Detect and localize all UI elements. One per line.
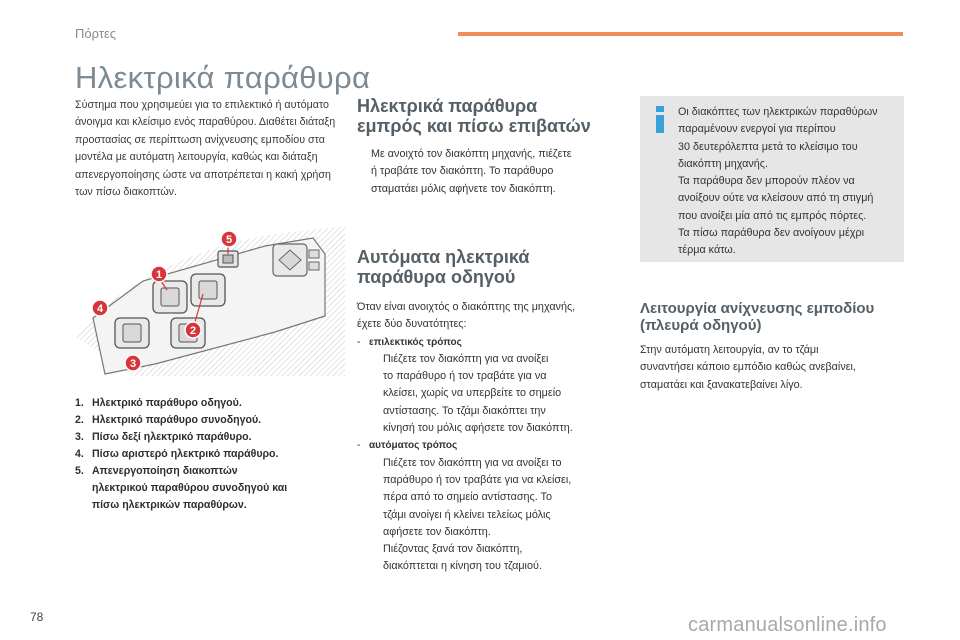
legend-item bbox=[75, 429, 355, 446]
title-line: Αυτόματα ηλεκτρικά bbox=[357, 247, 530, 267]
body-line: Όταν είναι ανοιχτός ο διακόπτης της μηχανής, bbox=[357, 301, 576, 313]
bullet-line: Πιέζετε τον διακόπτη για να ανοίξει το bbox=[383, 456, 562, 469]
info-line: Οι διακόπτες των ηλεκτρικών παραθύρων bbox=[678, 106, 878, 118]
callout-3-label: 3 bbox=[129, 358, 137, 370]
legend-text: Πίσω αριστερό ηλεκτρικό παράθυρο. bbox=[92, 448, 279, 460]
legend-item bbox=[75, 446, 355, 463]
callout-2-label: 2 bbox=[189, 325, 197, 337]
legend-text: Ηλεκτρικό παράθυρο οδηγού. bbox=[92, 397, 242, 409]
legend-text: Απενεργοποίηση διακοπτών bbox=[92, 465, 238, 477]
switch-passenger-rocker bbox=[199, 281, 217, 299]
bullet-icon bbox=[357, 146, 371, 198]
front-rear-section bbox=[357, 96, 627, 198]
info-line: Τα παράθυρα δεν μπορούν πλέον να bbox=[678, 175, 855, 188]
info-line: 30 δευτερόλεπτα μετά το κλείσιμο του bbox=[678, 140, 858, 153]
bullet-icon bbox=[369, 541, 383, 576]
bullet-line: Με ανοιχτό τον διακόπτη μηχανής, πιέζετε bbox=[371, 148, 572, 160]
intro-line: των πίσω διακοπτών. bbox=[75, 186, 177, 199]
intro-line: προστασίας σε περίπτωση ανίχνευσης εμποδίου στα bbox=[75, 133, 325, 146]
bullet-line: Πιέζετε τον διακόπτη για να ανοίξει bbox=[383, 352, 549, 365]
callout-1-label: 1 bbox=[155, 269, 163, 281]
mode-bullet bbox=[357, 455, 632, 541]
intro-line: άνοιγμα και κλείσιμο ενός παραθύρου. Διαθέτει διάταξη bbox=[75, 116, 336, 129]
legend-text: πίσω ηλεκτρικών παραθύρων. bbox=[92, 499, 247, 511]
legend-num: 1. bbox=[75, 397, 84, 409]
lock-switch-icon bbox=[223, 255, 233, 263]
legend-num: 4. bbox=[75, 448, 84, 460]
legend-text: Ηλεκτρικό παράθυρο συνοδηγού. bbox=[92, 414, 262, 426]
legend-item bbox=[75, 463, 355, 480]
title-line: παράθυρα οδηγού bbox=[357, 267, 516, 287]
bullet-line: σταματάει μόλις αφήνετε τον διακόπτη. bbox=[371, 182, 556, 195]
callout-4-label: 4 bbox=[96, 303, 104, 315]
switch-panel-drawing bbox=[75, 226, 345, 376]
info-line: διακόπτη μηχανής. bbox=[678, 157, 768, 170]
switch-driver-rocker bbox=[161, 288, 179, 306]
front-rear-title bbox=[357, 96, 627, 136]
legend-item bbox=[75, 412, 355, 429]
window-switch-illustration bbox=[75, 226, 345, 376]
bullet-line: το παράθυρο ή τον τραβάτε για να bbox=[383, 370, 547, 383]
body-line: Στην αυτόματη λειτουργία, αν το τζάμι bbox=[640, 344, 819, 356]
switch-rear-left-rocker bbox=[123, 324, 141, 342]
obstacle-section bbox=[640, 300, 910, 394]
mode-title: επιλεκτικός τρόπος bbox=[369, 336, 462, 348]
mode-bullet bbox=[357, 351, 632, 437]
bullet-line: παράθυρο ή τον τραβάτε για να κλείσει, bbox=[383, 473, 572, 486]
body-line: συναντήσει κάποιο εμπόδιο καθώς ανεβαίνει, bbox=[640, 361, 856, 374]
title-line: Ηλεκτρικά παράθυρα bbox=[357, 96, 538, 116]
dash-mark: - bbox=[357, 439, 361, 452]
legend-item-cont bbox=[75, 480, 355, 497]
mode-heading bbox=[357, 334, 632, 351]
info-icon bbox=[654, 106, 666, 134]
bullet-line: αφήσετε τον διακόπτη. bbox=[383, 525, 491, 538]
page-title: Ηλεκτρικά παράθυρα bbox=[75, 60, 371, 95]
driver-body bbox=[357, 299, 632, 576]
title-line: εμπρός και πίσω επιβατών bbox=[357, 116, 591, 136]
legend-num: 3. bbox=[75, 431, 84, 443]
intro-line: απενεργοποίησης ώστε να αποτρέπεται η κακή χρήση bbox=[75, 168, 331, 181]
intro-line: Σύστημα που χρησιμεύει για το επιλεκτικό ή αυτόματο bbox=[75, 99, 329, 111]
legend-text: Πίσω δεξί ηλεκτρικό παράθυρο. bbox=[92, 431, 252, 443]
intro-line: μοντέλα με αυτόματη λειτουργία, καθώς και διάταξη bbox=[75, 151, 318, 164]
bullet-line: τζάμι ανοίγει ή κλείνει τελείως μόλις bbox=[383, 508, 551, 521]
legend-text: ηλεκτρικού παραθύρου συνοδηγού και bbox=[92, 482, 288, 494]
callout-5-label: 5 bbox=[225, 234, 233, 246]
mirror-side-button bbox=[309, 262, 319, 270]
bullet-line: διακόπτεται η κίνηση του τζαμιού. bbox=[383, 560, 542, 573]
mode-heading bbox=[357, 437, 632, 454]
driver-title bbox=[357, 247, 632, 287]
mirror-side-button bbox=[309, 250, 319, 258]
intro-text bbox=[75, 97, 345, 201]
legend-item-cont bbox=[75, 497, 355, 514]
title-line: Λειτουργία ανίχνευσης εμποδίου bbox=[640, 300, 875, 317]
info-line: ανοίξουν ούτε να κλείσουν από τη στιγμή bbox=[678, 192, 874, 205]
legend-item bbox=[75, 395, 355, 412]
title-line: (πλευρά οδηγού) bbox=[640, 317, 762, 334]
bullet-line: αντίστασης. Το τζάμι διακόπτει την bbox=[383, 404, 546, 417]
bullet-line: ή τραβάτε τον διακόπτη. Το παράθυρο bbox=[371, 165, 554, 178]
info-text bbox=[678, 104, 900, 260]
bullet-line: Πιέζοντας ξανά τον διακόπτη, bbox=[383, 543, 523, 556]
figure-legend bbox=[75, 395, 355, 514]
info-box bbox=[640, 96, 904, 262]
obstacle-title bbox=[640, 300, 910, 334]
driver-section bbox=[357, 247, 632, 576]
section-label: Πόρτες bbox=[75, 26, 117, 41]
bullet-line: κλείσει, χωρίς να υπερβείτε το σημείο bbox=[383, 387, 562, 400]
body-line: έχετε δύο δυνατότητες: bbox=[357, 318, 467, 331]
info-line: τέρμα κάτω. bbox=[678, 244, 736, 257]
obstacle-body bbox=[640, 342, 910, 394]
header-rule bbox=[458, 32, 903, 36]
bullet-icon bbox=[369, 351, 383, 437]
mode-bullet bbox=[357, 541, 632, 576]
legend-num: 2. bbox=[75, 414, 84, 426]
mode-title: αυτόματος τρόπος bbox=[369, 440, 458, 452]
legend-num: 5. bbox=[75, 465, 84, 477]
page-number: 78 bbox=[30, 610, 44, 624]
info-line: παραμένουν ενεργοί για περίπου bbox=[678, 123, 836, 136]
info-line: που ανοίξει μία από τις εμπρός πόρτες. bbox=[678, 209, 867, 222]
bullet-line: κίνησή του μόλις αφήσετε τον διακόπτη. bbox=[383, 422, 573, 435]
bullet-line: πέρα από το σημείο αντίστασης. Το bbox=[383, 491, 552, 504]
dash-mark: - bbox=[357, 335, 361, 348]
bullet-icon bbox=[369, 455, 383, 541]
watermark: carmanualsonline.info bbox=[688, 614, 887, 636]
body-line: σταματάει και ξανακατεβαίνει λίγο. bbox=[640, 378, 803, 391]
info-line: Τα πίσω παράθυρα δεν ανοίγουν μέχρι bbox=[678, 227, 865, 240]
front-rear-bullet bbox=[357, 146, 627, 198]
